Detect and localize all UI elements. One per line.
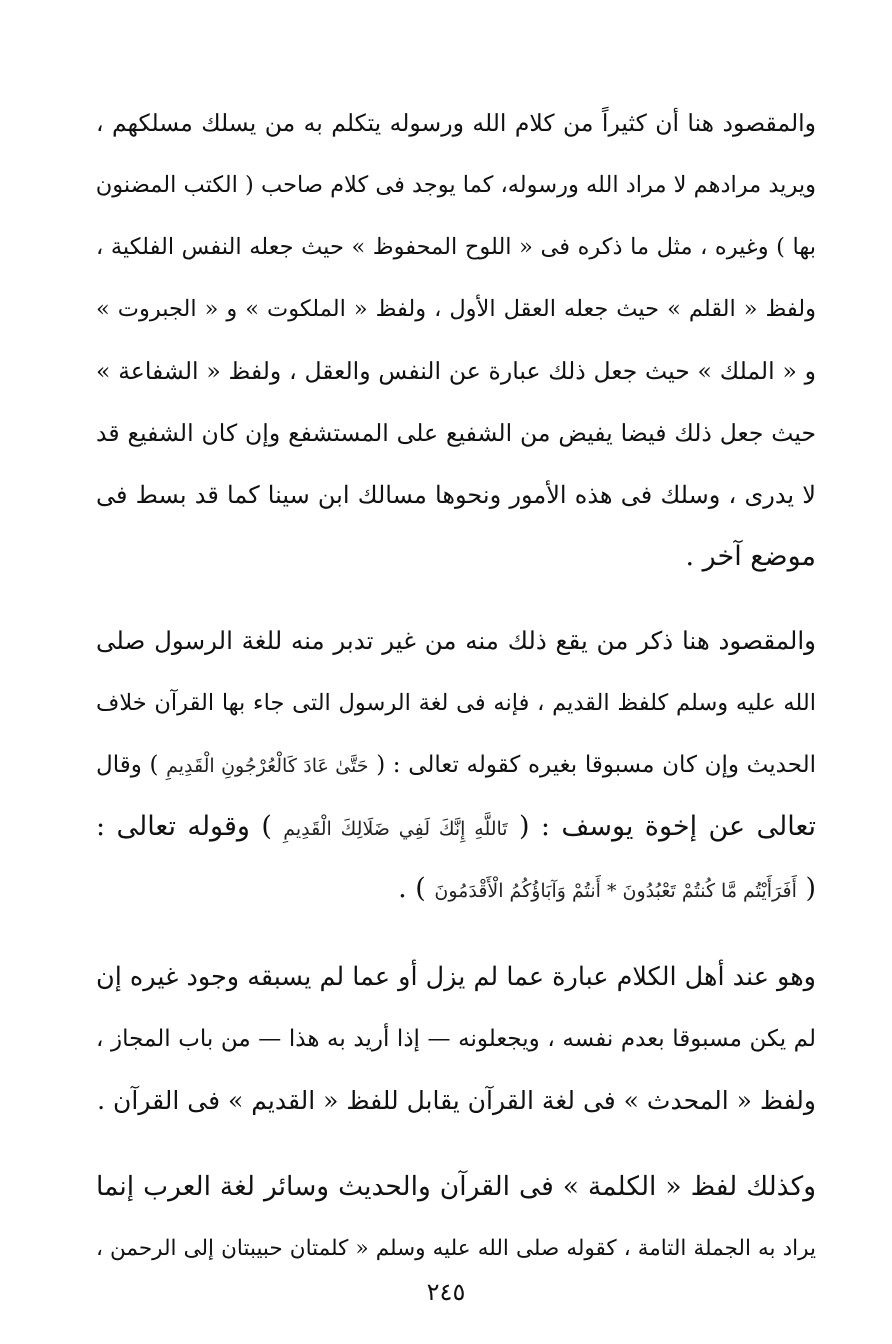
quran-quote: أَفَرَأَيْتُم مَّا كُنتُمْ تَعْبُدُونَ * أَنتُمْ وَآبَاؤُكُمُ الْأَقْدَمُونَ <box>434 880 797 902</box>
text-line: ولفظ « القلم » حيث جعله العقل الأول ، ولفظ « الملكوت » و « الجبروت » <box>96 296 816 322</box>
text-segment: ) . <box>398 873 426 904</box>
text-line: والمقصود هنا ذكر من يقع ذلك منه من غير تدبر منه للغة الرسول صلى <box>96 626 816 655</box>
text-line: موضع آخر . <box>685 541 816 572</box>
quran-quote: حَتَّىٰ عَادَ كَالْعُرْجُونِ الْقَدِيمِ <box>166 755 369 777</box>
text-segment: تعالى عن إخوة يوسف : ( <box>519 811 816 842</box>
text-line: وهو عند أهل الكلام عبارة عما لم يزل أو عما لم يسبقه وجود غيره إن <box>96 962 816 992</box>
document-body <box>96 92 816 1280</box>
paragraph-4 <box>96 1156 816 1280</box>
text-line: لا يدرى ، وسلك فى هذه الأمور ونحوها مسالك ابن سينا كما قد بسط فى <box>96 481 816 509</box>
text-line: و « الملك » حيث جعل ذلك عبارة عن النفس والعقل ، ولفظ « الشفاعة » <box>96 357 816 385</box>
paragraph-2 <box>96 610 816 920</box>
text-line: والمقصود هنا أن كثيراً من كلام الله ورسوله يتكلم به من يسلك مسلكهم ، <box>96 109 816 137</box>
text-line <box>96 858 816 920</box>
text-line <box>96 796 816 858</box>
text-line: حيث جعل ذلك فيضا يفيض من الشفيع على المستشفع وإن كان الشفيع قد <box>96 419 816 447</box>
text-line: لم يكن مسبوقا بعدم نفسه ، ويجعلونه — إذا أريد به هذا — من باب المجاز ، <box>96 1026 816 1052</box>
page-number: ٢٤٥ <box>426 1278 466 1306</box>
text-line <box>96 734 816 796</box>
text-line: وكذلك لفظ « الكلمة » فى القرآن والحديث وسائر لغة العرب إنما <box>96 1171 816 1202</box>
text-segment: ) وقوله تعالى : <box>96 811 272 842</box>
text-segment: ( <box>805 873 816 904</box>
text-line: ويريد مرادهم لا مراد الله ورسوله، كما يوجد فى كلام صاحب ( الكتب المضنون <box>95 172 816 198</box>
quran-quote: تَاللَّهِ إِنَّكَ لَفِي ضَلَالِكَ الْقَدِيمِ <box>283 818 508 840</box>
text-line: يراد به الجملة التامة ، كقوله صلى الله عليه وسلم « كلمتان حبيبتان إلى الرحمن ، <box>96 1236 816 1261</box>
text-segment: ) وقال <box>96 752 159 778</box>
text-line: بها ) وغيره ، مثل ما ذكره فى « اللوح المحفوظ » حيث جعله النفس الفلكية ، <box>96 234 816 260</box>
text-line: ولفظ « المحدث » فى لغة القرآن يقابل للفظ « القديم » فى القرآن . <box>97 1086 816 1115</box>
paragraph-3 <box>96 946 816 1132</box>
paragraph-1 <box>96 92 816 588</box>
text-line: الله عليه وسلم كلفظ القديم ، فإنه فى لغة الرسول التى جاء بها القرآن خلاف <box>96 690 816 716</box>
text-segment: الحديث وإن كان مسبوقا بغيره كقوله تعالى : ( <box>376 752 816 778</box>
